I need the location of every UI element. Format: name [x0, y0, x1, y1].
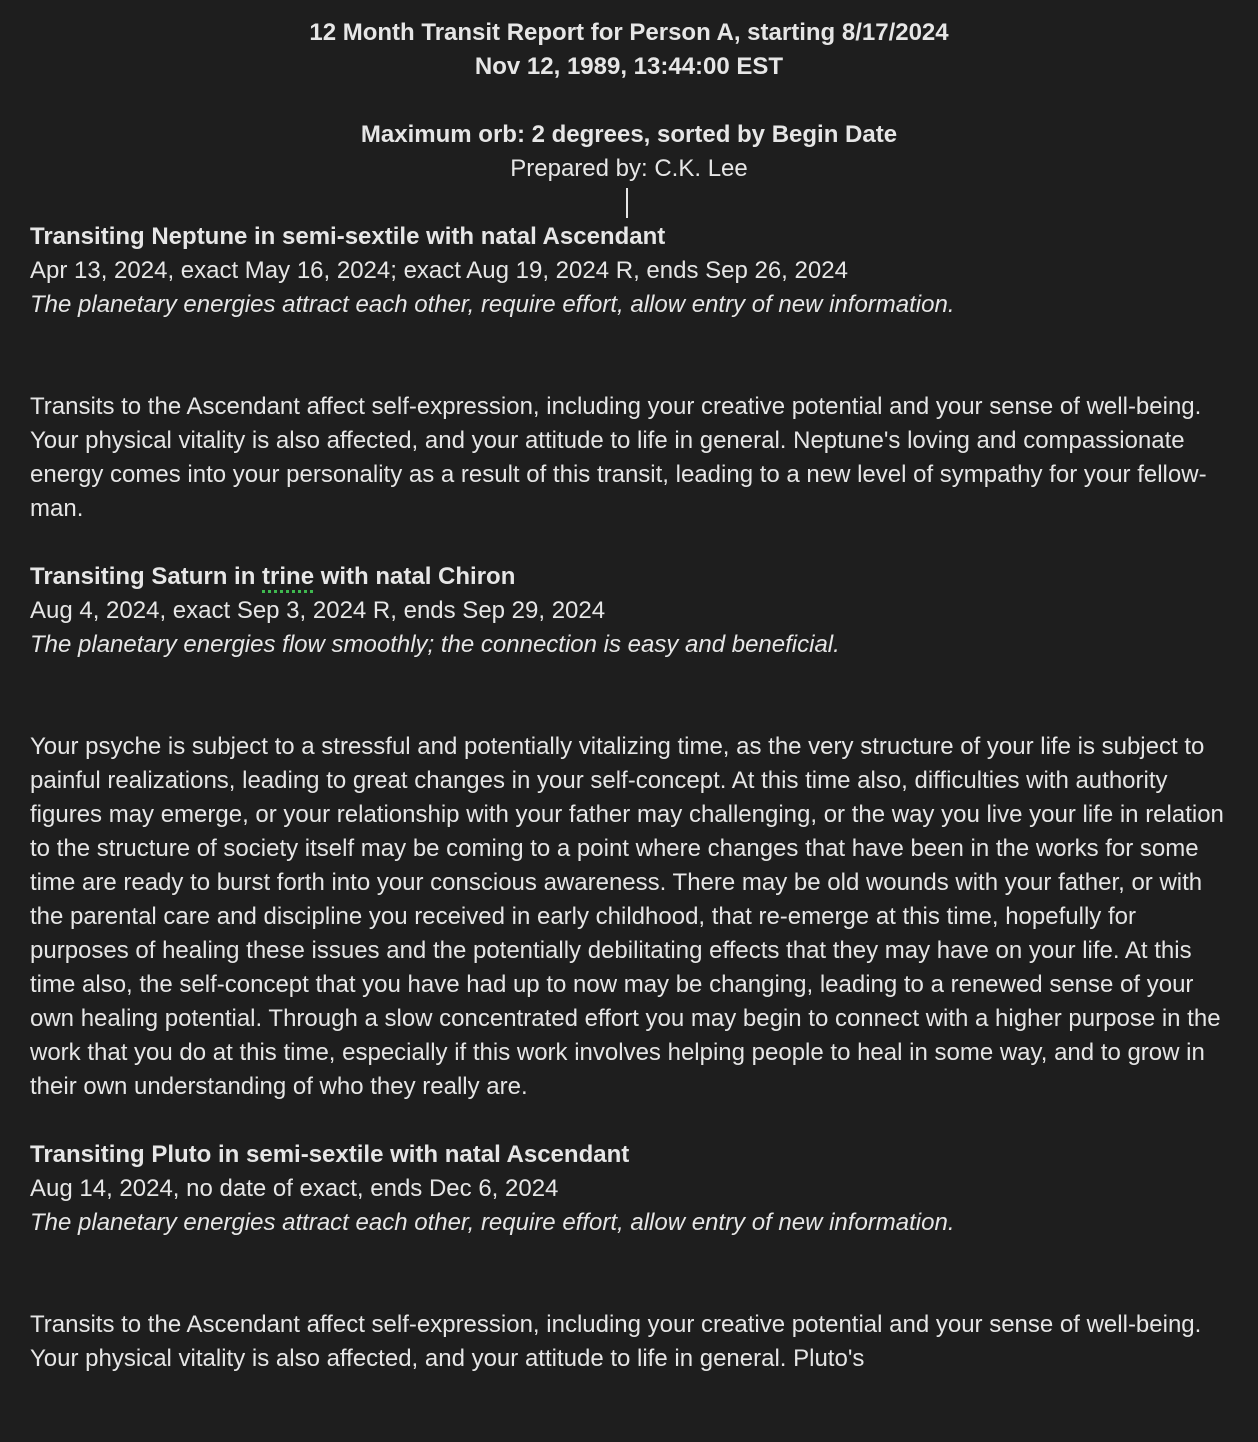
- blank-line: [30, 696, 1228, 730]
- text-cursor-line[interactable]: [30, 186, 1228, 220]
- blank-line: [30, 526, 1228, 560]
- prepared-by: Prepared by: C.K. Lee: [510, 155, 748, 182]
- blank-line: [30, 356, 1228, 390]
- grammar-flagged-word[interactable]: trine: [262, 563, 315, 590]
- blank-line: [30, 1240, 1228, 1274]
- blank-line: [30, 1104, 1228, 1138]
- birth-datetime: Nov 12, 1989, 13:44:00 EST: [474, 53, 784, 80]
- transit-description: Your psyche is subject to a stressful and potentially vitalizing time, as the very structure of your life is subject to painful realizations, leading to great changes in your self-concept. At this time also, difficulties with authority figures may emerge, or your relationship with your father may challenging, or the way you live your life in relation to the structure of society itself may be coming to a point where changes that have been in the works for some time are ready to burst forth into your conscious awareness. There may be old wounds with your father, or with the parental care and discipline you received in early childhood, that re-emerge at this time, hopefully for purposes of healing these issues and the potentially debilitating effects that they may have on your life. At this time also, the self-concept that you have had up to now may be changing, leading to a renewed sense of your own healing potential. Through a slow concentrated effort you may begin to connect with a higher purpose in the work that you do at this time, especially if this work involves helping people to heal in some way, and to grow in their own understanding of who they really are.: [30, 733, 1224, 1100]
- transit-heading: Transiting Neptune in semi-sextile with natal Ascendant: [30, 223, 666, 250]
- text-cursor: [626, 188, 628, 218]
- transit-description: Transits to the Ascendant affect self-expression, including your creative potential and your sense of well-being. Your physical vitality is also affected, and your attitude to life in general. Neptune's loving and compassionate energy comes into your personality as a result of this transit, leading to a new level of sympathy for your fellow-man.: [30, 393, 1207, 522]
- transit-heading: [30, 560, 1228, 594]
- transit-dates: Aug 14, 2024, no date of exact, ends Dec 6, 2024: [30, 1175, 559, 1202]
- blank-line: [30, 84, 1228, 118]
- orb-settings: Maximum orb: 2 degrees, sorted by Begin Date: [360, 121, 898, 148]
- transit-heading: Transiting Pluto in semi-sextile with natal Ascendant: [30, 1141, 630, 1168]
- transit-description: Transits to the Ascendant affect self-expression, including your creative potential and your sense of well-being. Your physical vitality is also affected, and your attitude to life in general. Pluto's: [30, 1311, 1202, 1372]
- transit-dates: Aug 4, 2024, exact Sep 3, 2024 R, ends Sep 29, 2024: [30, 597, 606, 624]
- transit-summary: The planetary energies flow smoothly; the connection is easy and beneficial.: [30, 631, 840, 658]
- transit-dates: Apr 13, 2024, exact May 16, 2024; exact Aug 19, 2024 R, ends Sep 26, 2024: [30, 257, 848, 284]
- blank-line: [30, 662, 1228, 696]
- blank-line: [30, 1274, 1228, 1308]
- heading-text: Transiting Saturn in: [30, 563, 263, 590]
- transit-summary: The planetary energies attract each other, require effort, allow entry of new information.: [30, 291, 955, 318]
- report-title: 12 Month Transit Report for Person A, starting 8/17/2024: [309, 19, 949, 46]
- blank-line: [30, 322, 1228, 356]
- heading-text: with natal Chiron: [314, 563, 516, 590]
- transit-summary: The planetary energies attract each other, require effort, allow entry of new information.: [30, 1209, 955, 1236]
